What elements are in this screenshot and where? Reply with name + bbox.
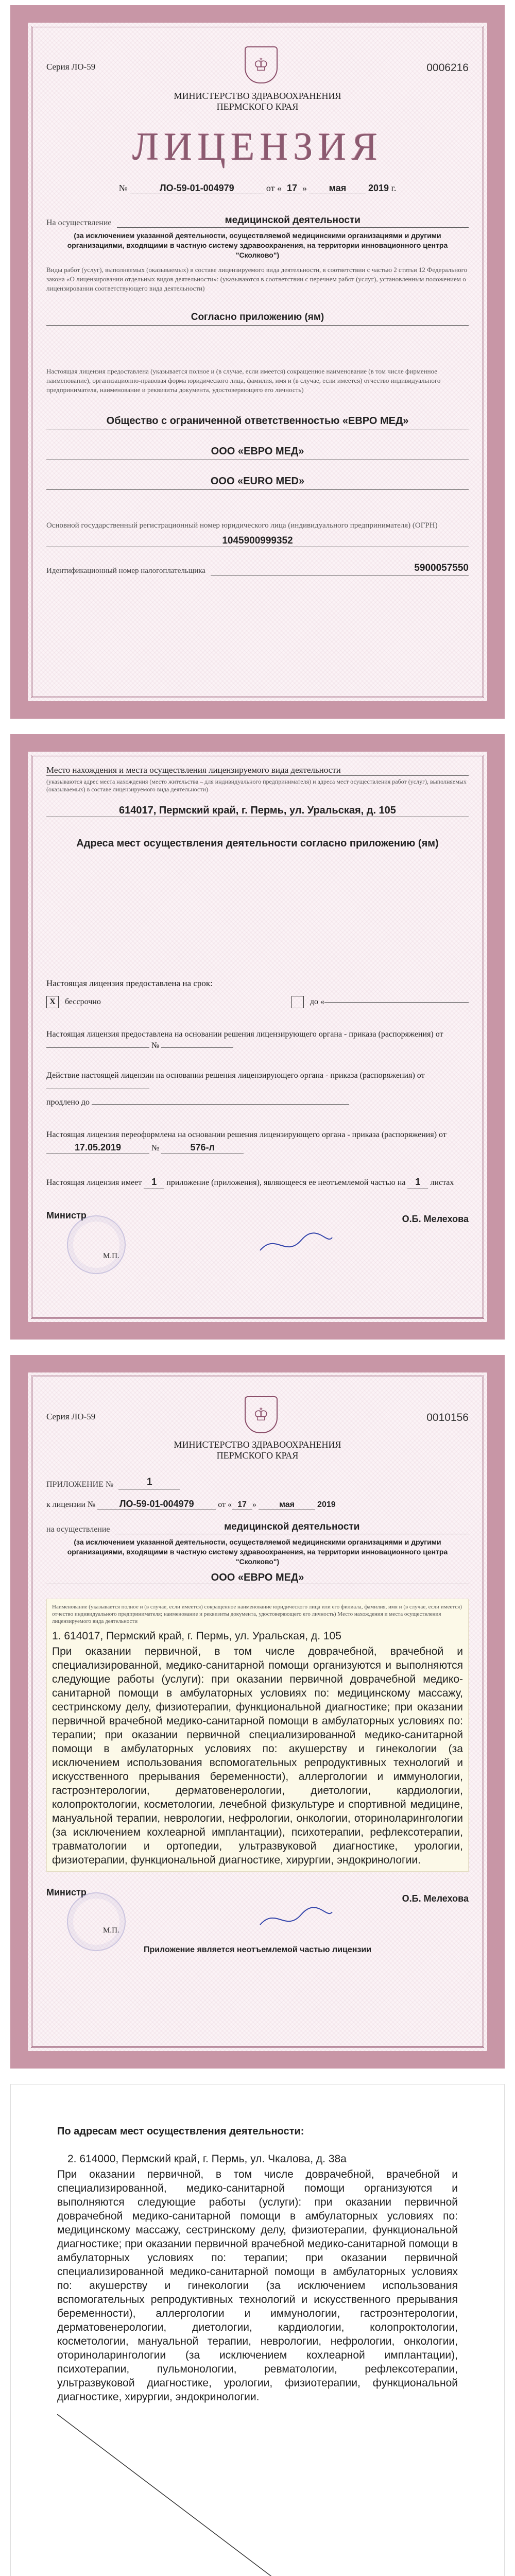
reissue-date: 17.05.2019 <box>46 1141 149 1154</box>
org-name: ООО «ЕВРО МЕД» <box>46 1572 469 1584</box>
license-month: мая <box>259 1500 315 1510</box>
signer-name: О.Б. Мелехова <box>402 1893 469 1904</box>
blank-space-strikeout <box>57 2414 459 2576</box>
license-month: мая <box>309 183 366 194</box>
until-label: до « <box>310 997 324 1006</box>
org-full-name: Общество с ограниченной ответственностью «ЕВРО МЕД» <box>46 414 469 430</box>
ogrn-label: Основной государственный регистрационный номер юридического лица (индивидуального предпринимателя) (ОГРН) <box>46 521 438 530</box>
address-1: 1. 614017, Пермский край, г. Пермь, ул. Уральская, д. 105 <box>52 1630 341 1642</box>
ministry-region: ПЕРМСКОГО КРАЯ <box>216 101 299 112</box>
signer-title: Министр <box>46 1210 87 1221</box>
attachments-count: 1 <box>144 1175 164 1189</box>
license-day: 17 <box>232 1500 252 1510</box>
series-label: Серия ЛО-59 <box>46 1412 96 1421</box>
license-page-1: Серия ЛО-59 ♔ 0006216 МИНИСТЕРСТВО ЗДРАВООХРАНЕНИЯ ПЕРМСКОГО КРАЯ ЛИЦЕНЗИЯ № ЛО-59-01-004979 от « 17 » мая 2019 г. На осуществление медицинской деятельности (за исключением указанной деятельности, осуществляемой медицинскими организациями и другими организациями, входящими в частную систему здравоохранения, на территории инновационного центра "Сколково") Виды работ (услуг), выполняемых (оказываемых) в составе лицензируемого вида деятельности, в соответствии с частью 2 статьи 12 Федерального закона «О лицензировании отдельных видов деятельности»: (указываются в соответствии с перечнем работ (услуг), установленным положением о лицензировании соответствующего вида деятельности) Согласно приложению (ям) Настоящая лицензия предоставлена (указывается полное и (в случае, если имеется) сокращенное наименование (в том числе фирменное наименование), организационно-правовая форма юридического лица, фамилия, имя и (в случае, если имеется) отчество индивидуального предпринимателя, наименование и реквизиты документа, удостоверяющего его личность) Общество с ограниченной ответственностью «ЕВРО МЕД» ООО «ЕВРО МЕД» ООО «EURO MED» Основной государственный регистрационный номер юридического лица (индивидуального предпринимателя) (ОГРН) 1045900999352 Идентификационный номер налогоплательщика 5900057550 <box>10 5 505 719</box>
services-list-2: При оказании первичной, в том числе доврачебной, врачебной и специализированной, медико-санитарной помощи организуются и выполняются следующие работы (услуги): при оказании первичной доврачебной медико-санитарной помощи в амбулаторных условиях по: медицинскому массажу, сестринскому делу, физиотерапии, функциональной диагностике; при оказании первичной врачебной медико-санитарной помощи в амбулаторных условиях по: терапии; при оказании первичной специализированной медико-санитарной помощи в амбулаторных условиях по: акушерству и гинекологии (за исключением использования вспомогательных репродуктивных технологий и искусственного прерывания беременности), аллергологии и иммунологии, гастроэнтерологии, дерматовенерологии, диетологии, кардиологии, колопроктологии, косметологии, мануальной терапии, неврологии, нефрологии, онкологии, оториноларингологии (за исключением кохлеарной имплантации), психотерапии, пульмонологии, ревматологии, рефлексотерапии, ультразвуковой диагностике, урологии, физиотерапии, функциональной диагностике, хирургии, эндокринологии. <box>57 2168 458 2403</box>
activity-note: (за исключением указанной деятельности, осуществляемой медицинскими организациями и другими организациями, входящими в частную систему здравоохранения, на территории инновационного центра "Сколково") <box>67 1538 448 1566</box>
license-page-2 <box>10 734 505 1340</box>
list-header: Наименование (указывается полное и (в случае, если имеется) сокращенное наименование юридического лица или его филиала, фамилия, имя и (в случае, если имеется) отчество индивидуального предпринимателя; наименование и реквизиты документа, удостоверяющего его личность) Место нахождения и места осуществления лицензируемого вида деятельности <box>52 1604 462 1624</box>
reissue-row: Настоящая лицензия переоформлена на основании решения лицензирующего органа - приказа (распоряжения) от 17.05.2019 № 576-л <box>46 1129 469 1155</box>
reissue-number: 576-л <box>161 1141 244 1154</box>
ministry-name: МИНИСТЕРСТВО ЗДРАВООХРАНЕНИЯ <box>174 1439 341 1450</box>
signature-block <box>46 1210 469 1261</box>
official-seal-stamp <box>67 1892 126 1951</box>
addresses-appendix-ref: Адреса мест осуществления деятельности согласно приложению (ям) <box>76 838 439 849</box>
form-number: 0006216 <box>426 62 469 74</box>
order-row: Настоящая лицензия предоставлена на основании решения лицензирующего органа - приказа (распоряжения) от № <box>46 1030 443 1050</box>
term-label: Настоящая лицензия предоставлена на срок: <box>46 978 213 988</box>
license-number: ЛО-59-01-004979 <box>97 1499 216 1510</box>
form-number: 0010156 <box>426 1412 469 1423</box>
license-appendix-page-1: Серия ЛО-59 ♔ 0010156 МИНИСТЕРСТВО ЗДРАВООХРАНЕНИЯ ПЕРМСКОГО КРАЯ ПРИЛОЖЕНИЕ № 1 к лицензии № ЛО-59-01-004979 от « 17 » мая 2019 на осуществление медицинской деятельности (за исключением указанной деятельности, осуществляемой медицинскими организациями и другими организациями, входящими в частную систему здравоохранения, на территории инновационного центра "Сколково") ООО «ЕВРО МЕД» Наименование (указывается полное и (в случае, если имеется) сокращенное наименование юридического лица или его филиала, фамилия, имя и (в случае, если имеется) отчество индивидуального предпринимателя; наименование и реквизиты документа, удостоверяющего его личность) Место нахождения и места осуществления лицензируемого вида деятельности 1. 614017, Пермский край, г. Пермь, ул. Уральская, д. 105 При оказании первичной, в том числе доврачебной, врачебной и специализированной, медико-санитарной помощи организуются и выполняются следующие работы (услуги): при оказании первичной доврачебной медико-санитарной помощи в амбулаторных условиях по: медицинскому массажу, сестринскому делу, физиотерапии, функциональной диагностике; при оказании первичной врачебной медико-санитарной помощи в амбулаторных условиях по: терапии; при оказании первичной специализированной медико-санитарной помощи в амбулаторных условиях по: акушерству и гинекологии (за исключением использования вспомогательных репродуктивных технологий и искусственного прерывания беременности), аллергологии и иммунологии, гастроэнтерологии, дерматовенерологии, диетологии, кардиологии, колопроктологии, косметологии, лечебной физкультуре и спортивной медицине, мануальной терапии, неврологии, нефрологии, онкологии, оториноларингологии (за исключением кохлеарной имплантации), психотерапии, рефлексотерапии, травматологии и ортопедии, ультразвуковой диагностике, урологии, физиотерапии, функциональной диагностике, хирургии, эндокринологии. Министр М.П. О.Б. Мелехова Приложение является неотъемлемой частью лицензии <box>10 1355 505 2069</box>
activity-type: медицинской деятельности <box>117 215 469 228</box>
license-year: 2019 <box>317 1500 336 1509</box>
appendix-number: 1 <box>118 1477 180 1489</box>
coat-of-arms-icon: ♔ <box>245 46 278 83</box>
works-text: Виды работ (услуг), выполняемых (оказываемых) в составе лицензируемого вида деятельности, в соответствии с частью 2 статьи 12 Федерального закона «О лицензировании отдельных видов деятельности»: (указываются в соответствии с перечнем работ (услуг), установленным положением о лицензировании соответствующего вида деятельности) <box>46 266 468 292</box>
license-number: ЛО-59-01-004979 <box>130 183 264 194</box>
address-label: Место нахождения и места осуществления лицензируемого вида деятельности <box>46 765 469 776</box>
inn-value: 5900057550 <box>211 563 469 575</box>
seal-place: М.П. <box>103 1252 119 1260</box>
coat-of-arms-icon: ♔ <box>245 1396 278 1433</box>
services-list-1: При оказании первичной, в том числе доврачебной, врачебной и специализированной, медико-санитарной помощи организуются и выполняются следующие работы (услуги): при оказании первичной доврачебной медико-санитарной помощи в амбулаторных условиях по: медицинскому массажу, сестринскому делу, физиотерапии, функциональной диагностике; при оказании первичной врачебной медико-санитарной помощи в амбулаторных условиях по: терапии; при оказании первичной специализированной медико-санитарной помощи в амбулаторных условиях по: акушерству и гинекологии (за исключением использования вспомогательных репродуктивных технологий и искусственного прерывания беременности), аллергологии и иммунологии, гастроэнтерологии, дерматовенерологии, диетологии, кардиологии, колопроктологии, косметологии, лечебной физкультуре и спортивной медицине, мануальной терапии, неврологии, нефрологии, онкологии, оториноларингологии (за исключением кохлеарной имплантации), психотерапии, рефлексотерапии, травматологии и ортопедии, ультразвуковой диагностике, урологии, физиотерапии, функциональной диагностике, хирургии, эндокринологии. <box>52 1646 463 1866</box>
attachments-row: Настоящая лицензия имеет 1 приложение (приложения), являющееся ее неотъемлемой частью на 1 листах <box>46 1175 469 1190</box>
activity-type: медицинской деятельности <box>115 1521 469 1534</box>
org-short-name-ru: ООО «ЕВРО МЕД» <box>46 446 469 460</box>
unlimited-checkbox: X <box>46 996 59 1008</box>
appendix-footer: Приложение является неотъемлемой частью лицензии <box>143 1945 372 1954</box>
signer-name: О.Б. Мелехова <box>402 1214 469 1224</box>
address-2: 2. 614000, Пермский край, г. Пермь, ул. Чкалова, д. 38а <box>67 2153 347 2165</box>
license-year: 2019 <box>368 183 389 193</box>
ogrn-value: 1045900999352 <box>46 535 469 547</box>
license-appendix-page-2 <box>10 2084 505 2576</box>
signature-scribble <box>255 1904 337 1935</box>
sheets-count: 1 <box>407 1175 428 1189</box>
activity-note: (за исключением указанной деятельности, осуществляемой медицинскими организациями и другими организациями, входящими в частную систему здравоохранения, на территории инновационного центра "Сколково") <box>67 231 448 259</box>
works-appendix-ref: Согласно приложению (ям) <box>46 312 469 326</box>
addresses-header: По адресам мест осуществления деятельности: <box>57 2126 304 2137</box>
until-checkbox <box>291 996 304 1008</box>
unlimited-label: бессрочно <box>65 997 101 1006</box>
signature-scribble <box>255 1230 337 1261</box>
license-day: 17 <box>282 183 302 194</box>
license-title: ЛИЦЕНЗИЯ <box>132 125 383 168</box>
signature-block <box>46 1887 469 1935</box>
org-short-name-en: ООО «EURO MED» <box>46 476 469 490</box>
series-label: Серия ЛО-59 <box>46 62 96 72</box>
extend-row: Действие настоящей лицензии на основании решения лицензирующего органа - приказа (распоряжения) от продлено до <box>46 1071 425 1107</box>
address-note: (указываются адрес места нахождения (место жительства – для индивидуального предпринимателя) и адреса мест осуществления работ (услуг), выполняемых (оказываемых) в составе лицензируемого вида деятельности) <box>46 778 467 793</box>
license-number-row: № ЛО-59-01-004979 от « 17 » мая 2019 г. <box>118 183 397 193</box>
ministry-region: ПЕРМСКОГО КРАЯ <box>216 1450 299 1461</box>
main-address: 614017, Пермский край, г. Пермь, ул. Уральская, д. 105 <box>46 805 469 817</box>
license-ref-row: к лицензии № ЛО-59-01-004979 от « 17 » мая 2019 <box>46 1499 336 1509</box>
official-seal-stamp <box>67 1215 126 1274</box>
granted-text: Настоящая лицензия предоставлена (указывается полное и (в случае, если имеется) сокращенное наименование (в том числе фирменное наименование), организационно-правовая форма юридического лица, фамилия, имя и (в случае, если имеется) отчество индивидуального предпринимателя, наименование и реквизиты документа, удостоверяющего его личность) <box>46 367 441 394</box>
ministry-name: МИНИСТЕРСТВО ЗДРАВООХРАНЕНИЯ <box>174 91 341 101</box>
signer-title: Министр <box>46 1887 87 1897</box>
seal-place: М.П. <box>103 1926 119 1935</box>
